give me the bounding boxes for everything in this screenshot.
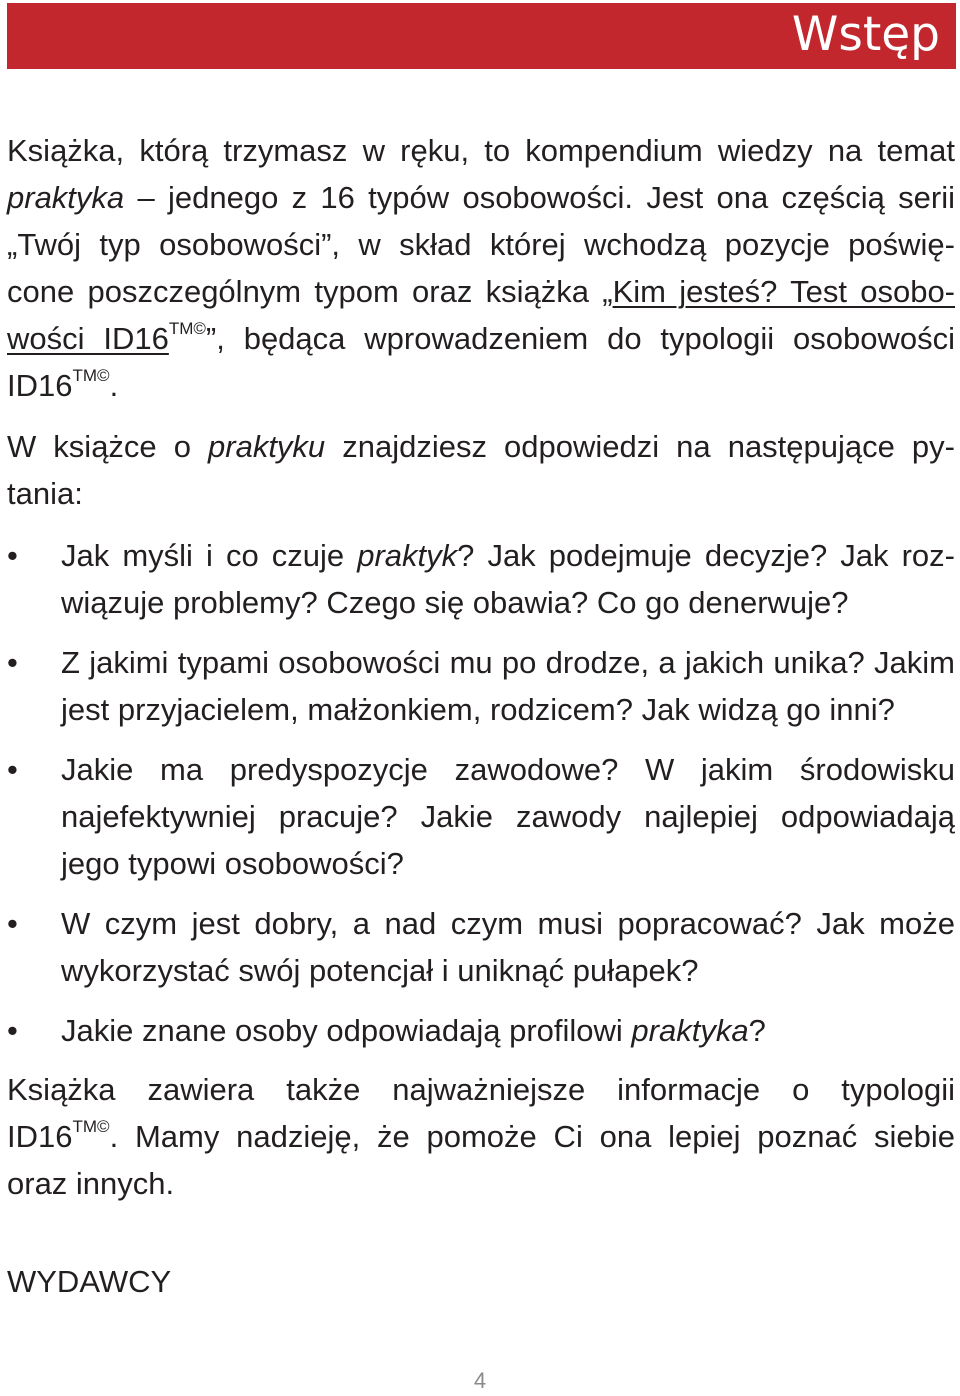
closing-line-1: Książka zawiera także najważniejsze informacje o typologii xyxy=(7,1072,955,1107)
list-item: • W czym jest dobry, a nad czym musi popracować? Jak może wykorzystać swój potencjał i uniknąć pułapek? xyxy=(7,900,955,1007)
chapter-header-banner xyxy=(7,3,956,69)
intro-line-4: cone poszczególnym typom oraz książka „Kim jesteś? Test osobo- xyxy=(7,274,956,309)
intro-line-1: Książka, którą trzymasz w ręku, to kompendium wiedzy na temat xyxy=(7,133,955,168)
type-name-italic: praktyk xyxy=(357,538,458,573)
questions-intro-paragraph xyxy=(7,423,955,517)
intro-line-5: wości $ID16^{TM©}$”, będąca wprowadzeniem do typologii osobowości xyxy=(7,319,955,356)
closing-line-3: oraz innych. xyxy=(7,1166,175,1201)
closing-line-2: $ID16^{TM©}$. Mamy nadzieję, że pomoże Ci ona lepiej poznać siebie xyxy=(7,1117,955,1154)
type-name-italic: praktyku xyxy=(208,429,326,464)
list-item: • Z jakimi typami osobowości mu po drodze, a jakich unika? Jakim jest przyjacielem, małżonkiem, rodzicem? Jak widzą go inni? xyxy=(7,639,955,746)
list-item: • Jakie znane osoby odpowiadają profilowi praktyka? xyxy=(7,1007,955,1067)
bullet-icon: • xyxy=(7,906,18,941)
questions-line-1: W książce o praktyku znajdziesz odpowiedzi na następujące py- xyxy=(7,429,955,464)
book-title-link[interactable]: Kim jesteś? Test osobo- xyxy=(612,274,956,309)
type-name-italic: praktyka xyxy=(7,180,125,215)
type-name-italic: praktyka xyxy=(631,1013,749,1048)
trademark-mark: TM© xyxy=(72,1117,110,1136)
page-number: 4 xyxy=(473,1368,487,1393)
list-item: • Jakie ma predyspozycje zawodowe? W jakim środowisku najefektywniej pracuje? Jakie zawody najlepiej odpowiadają jego typowi osobowości? xyxy=(7,746,955,900)
intro-line-6: $ID16^{TM©}$. xyxy=(7,366,119,403)
bullet-icon: • xyxy=(7,645,18,680)
book-title-link-cont[interactable]: wości ID16 xyxy=(7,321,169,356)
closing-paragraph xyxy=(7,1066,955,1207)
intro-line-2: praktyka – jednego z 16 typów osobowości. Jest ona częścią serii xyxy=(7,180,955,215)
bullet-icon: • xyxy=(7,1013,18,1048)
trademark-mark: TM© xyxy=(168,319,206,338)
intro-paragraph xyxy=(7,127,955,409)
intro-line-3: „Twój typ osobowości”, w skład której wchodzą pozycje poświę- xyxy=(7,227,955,262)
bullet-icon: • xyxy=(7,752,18,787)
trademark-mark: TM© xyxy=(72,366,110,385)
questions-line-2: tania: xyxy=(7,476,83,511)
questions-list xyxy=(7,532,955,1067)
publisher-signature: WYDAWCY xyxy=(7,1264,172,1299)
list-item: • Jak myśli i co czuje praktyk? Jak podejmuje decyzje? Jak roz- wiązuje problemy? Czego się obawia? Co go denerwuje? xyxy=(7,532,955,639)
chapter-title: Wstęp xyxy=(791,7,940,62)
bullet-icon: • xyxy=(7,538,18,573)
